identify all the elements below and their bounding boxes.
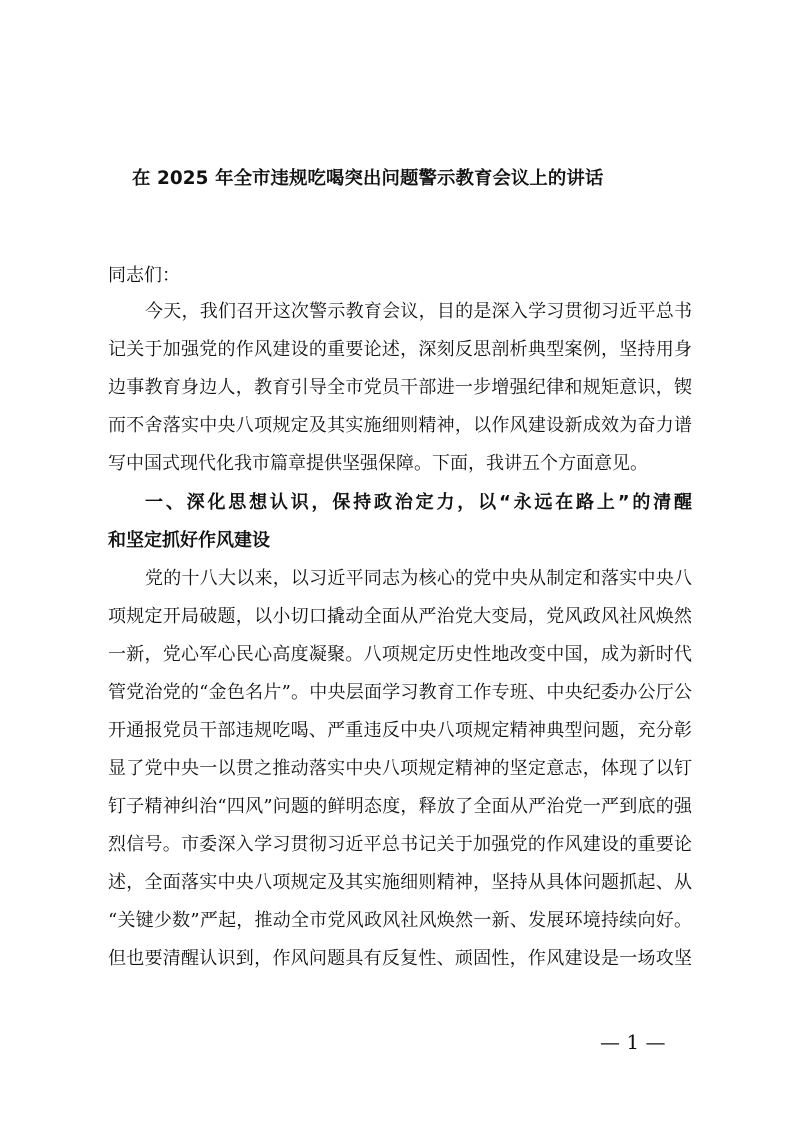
body-line: 但也要清醒认识到，作风问题具有反复性、顽固性，作风建设是一场攻坚 [108,948,692,969]
body-line: 钉子精神纠治“四风”问题的鲜明态度，释放了全面从严治党一严到底的强 [108,796,692,817]
section-heading: 和坚定抓好作风建设 [108,530,270,551]
body-line: 管党治党的“金色名片”。中央层面学习教育工作专班、中央纪委办公厅公 [108,682,692,703]
body-line: “关键少数”严起，推动全市党风政风社风焕然一新、发展环境持续向好。 [108,910,692,931]
page-number: — 1 — [600,1030,666,1054]
body-line: 显了党中央一以贯之推动落实中央八项规定精神的坚定意志，体现了以钉 [108,758,692,779]
intro-line: 写中国式现代化我市篇章提供坚强保障。下面，我讲五个方面意见。 [108,453,648,474]
section-heading: 一、深化思想认识，保持政治定力，以“永远在路上”的清醒 [145,492,692,513]
intro-line: 边事教育身边人，教育引导全市党员干部进一步增强纪律和规矩意识，锲 [108,377,692,398]
body-line: 开通报党员干部违规吃喝、严重违反中央八项规定精神典型问题，充分彰 [108,720,692,741]
body-line: 项规定开局破题，以小切口撬动全面从严治党大变局，党风政风社风焕然 [108,606,692,627]
body-line: 述，全面落实中央八项规定及其实施细则精神，坚持从具体问题抓起、从 [108,872,692,893]
intro-line: 记关于加强党的作风建设的重要论述，深刻反思剖析典型案例，坚持用身 [108,339,692,360]
document-title: 在 2025 年全市违规吃喝突出问题警示教育会议上的讲话 [132,168,604,189]
intro-line: 而不舍落实中央八项规定及其实施细则精神，以作风建设新成效为奋力谱 [108,415,692,436]
intro-line: 今天，我们召开这次警示教育会议，目的是深入学习贯彻习近平总书 [145,301,692,322]
greeting: 同志们： [108,265,180,286]
body-line: 一新，党心军心民心高度凝聚。八项规定历史性地改变中国，成为新时代 [108,644,692,665]
body-line: 烈信号。市委深入学习贯彻习近平总书记关于加强党的作风建设的重要论 [108,834,692,855]
body-line: 党的十八大以来，以习近平同志为核心的党中央从制定和落实中央八 [145,568,692,589]
